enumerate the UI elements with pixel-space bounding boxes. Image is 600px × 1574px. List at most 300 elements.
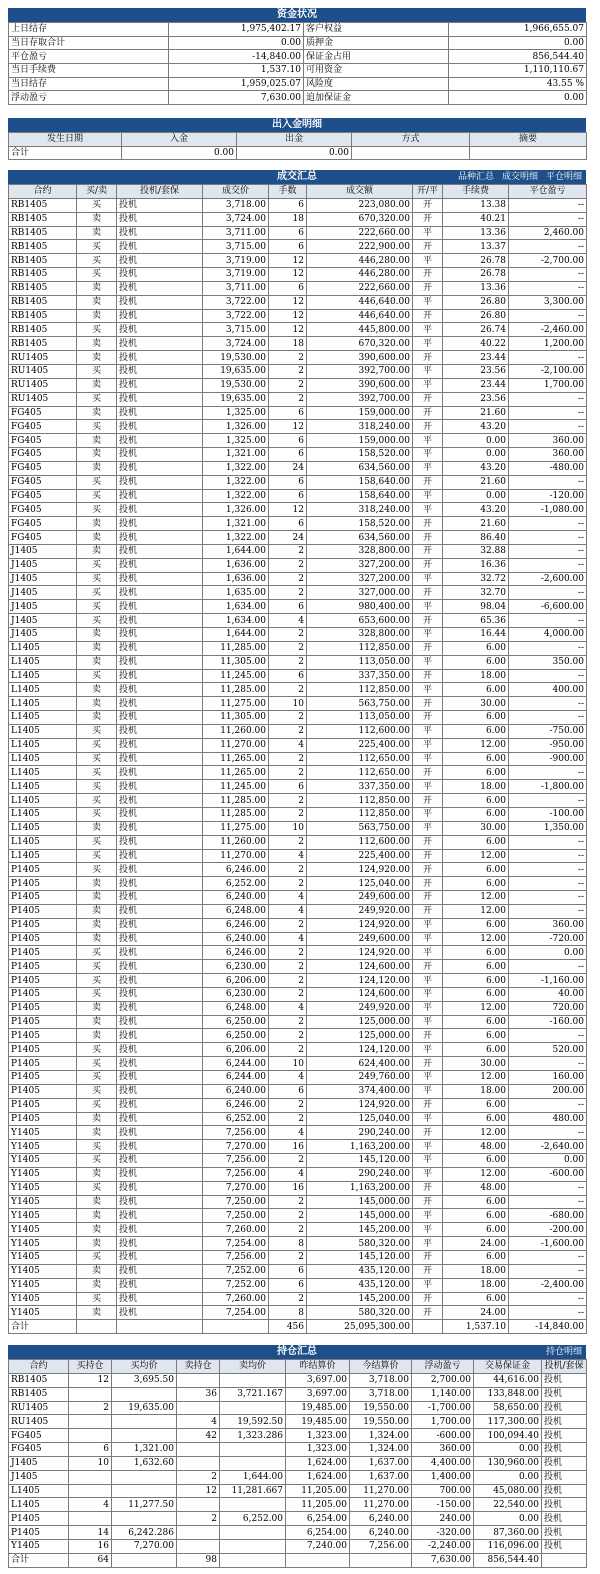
- table-row: [9, 1071, 587, 1085]
- table-cell: 投机: [117, 655, 203, 669]
- table-cell: -2,600.00: [509, 572, 587, 586]
- table-cell: 225,400.00: [307, 849, 413, 863]
- table-cell: 3,722.00: [203, 295, 269, 309]
- table-cell: FG405: [9, 1443, 69, 1457]
- table-row: [9, 807, 587, 821]
- table-cell: 2: [269, 877, 307, 891]
- table-cell: 446,280.00: [307, 254, 413, 268]
- trade-table: [8, 184, 587, 1334]
- table-cell: 买: [77, 600, 117, 614]
- table-row: [9, 1498, 587, 1512]
- table-cell: 开: [413, 1250, 443, 1264]
- table-cell: RB1405: [9, 337, 77, 351]
- table-cell: 19,485.00: [286, 1401, 350, 1415]
- total-cell: 合计: [9, 1553, 69, 1567]
- table-cell: 投机: [117, 1057, 203, 1071]
- table-cell: 投机: [117, 1195, 203, 1209]
- table-cell: 平: [413, 918, 443, 932]
- table-cell: 卖: [77, 628, 117, 642]
- table-cell: J1405: [9, 1470, 69, 1484]
- cash-section: [8, 118, 586, 160]
- table-cell: 买: [77, 752, 117, 766]
- table-cell: 7,260.00: [203, 1223, 269, 1237]
- table-cell: 445,800.00: [307, 323, 413, 337]
- table-cell: 19,635.00: [203, 392, 269, 406]
- table-cell: 买: [77, 614, 117, 628]
- table-cell: 2: [269, 1043, 307, 1057]
- table-cell: L1405: [9, 738, 77, 752]
- table-cell: P1405: [9, 877, 77, 891]
- table-cell: 4: [269, 1126, 307, 1140]
- table-cell: 3,697.00: [286, 1387, 350, 1401]
- table-cell: 平: [413, 1015, 443, 1029]
- fund-value: 1,975,402.17: [169, 23, 304, 37]
- table-cell: 卖: [77, 378, 117, 392]
- table-cell: 11,270.00: [203, 738, 269, 752]
- table-cell: 16: [69, 1539, 112, 1553]
- table-row: [9, 918, 587, 932]
- table-cell: 0.00: [474, 1512, 542, 1526]
- table-cell: 30.00: [443, 821, 509, 835]
- table-cell: 卖: [77, 309, 117, 323]
- table-cell: 投机: [117, 863, 203, 877]
- trade-total-row: [9, 1320, 587, 1334]
- fund-label: 追加保证金: [304, 91, 449, 105]
- table-cell: 开: [413, 904, 443, 918]
- table-cell: 12.00: [443, 904, 509, 918]
- table-cell: 6,248.00: [203, 904, 269, 918]
- table-cell: [177, 1443, 220, 1457]
- table-cell: 124,600.00: [307, 987, 413, 1001]
- table-row: [9, 378, 587, 392]
- table-cell: 2: [177, 1470, 220, 1484]
- table-cell: 1,322.00: [203, 489, 269, 503]
- table-row: [9, 780, 587, 794]
- table-cell: 6: [269, 600, 307, 614]
- table-cell: 投机: [117, 1167, 203, 1181]
- table-cell: 0.00: [443, 489, 509, 503]
- table-row: [9, 323, 587, 337]
- fund-header: [8, 8, 586, 22]
- table-cell: [69, 1470, 112, 1484]
- table-cell: 18.00: [443, 1084, 509, 1098]
- table-cell: 投机: [117, 309, 203, 323]
- table-cell: 投机: [117, 794, 203, 808]
- table-row: [9, 987, 587, 1001]
- table-cell: 投机: [117, 544, 203, 558]
- table-cell: P1405: [9, 932, 77, 946]
- table-cell: 318,240.00: [307, 420, 413, 434]
- table-cell: [177, 1526, 220, 1540]
- table-cell: 投机: [117, 1098, 203, 1112]
- table-cell: 投机: [117, 1250, 203, 1264]
- table-cell: 投机: [117, 904, 203, 918]
- table-cell: 卖: [77, 918, 117, 932]
- table-cell: 投机: [117, 1223, 203, 1237]
- table-cell: RU1405: [9, 1401, 69, 1415]
- table-cell: 2: [269, 1209, 307, 1223]
- table-cell: 卖: [77, 531, 117, 545]
- table-cell: 1,326.00: [203, 420, 269, 434]
- table-cell: 2: [269, 655, 307, 669]
- table-cell: 开: [413, 351, 443, 365]
- table-cell: 360.00: [509, 918, 587, 932]
- table-cell: 投机: [117, 766, 203, 780]
- table-cell: RB1405: [9, 295, 77, 309]
- table-cell: 1,321.00: [203, 517, 269, 531]
- table-cell: 1,637.00: [350, 1470, 412, 1484]
- table-cell: RU1405: [9, 392, 77, 406]
- table-cell: P1405: [9, 1043, 77, 1057]
- table-cell: 投机: [117, 254, 203, 268]
- table-cell: 开: [413, 281, 443, 295]
- table-cell: J1405: [9, 572, 77, 586]
- table-cell: 18: [269, 212, 307, 226]
- table-cell: --: [509, 475, 587, 489]
- table-cell: 21.60: [443, 517, 509, 531]
- table-cell: L1405: [9, 697, 77, 711]
- table-cell: 18: [269, 337, 307, 351]
- table-cell: 1,700.00: [412, 1415, 474, 1429]
- table-cell: 6,254.00: [286, 1526, 350, 1540]
- table-cell: 23.56: [443, 392, 509, 406]
- table-cell: 1,624.00: [286, 1470, 350, 1484]
- table-cell: 买: [77, 1098, 117, 1112]
- table-row: [9, 392, 587, 406]
- table-cell: 3,715.00: [203, 323, 269, 337]
- table-cell: 投机: [117, 987, 203, 1001]
- table-cell: 670,320.00: [307, 337, 413, 351]
- table-cell: 1,644.00: [203, 628, 269, 642]
- table-cell: 平: [413, 1167, 443, 1181]
- table-cell: 开: [413, 794, 443, 808]
- table-cell: 开: [413, 641, 443, 655]
- table-cell: 12: [269, 309, 307, 323]
- table-cell: 投机: [117, 1154, 203, 1168]
- table-row: [9, 1512, 587, 1526]
- table-cell: 58,650.00: [474, 1401, 542, 1415]
- table-cell: 125,000.00: [307, 1015, 413, 1029]
- fund-title: 资金状况: [277, 9, 317, 20]
- table-cell: FG405: [9, 420, 77, 434]
- table-cell: 86.40: [443, 531, 509, 545]
- table-cell: -160.00: [509, 1015, 587, 1029]
- table-cell: 开: [413, 531, 443, 545]
- table-cell: 6: [269, 448, 307, 462]
- table-row: [9, 1278, 587, 1292]
- table-cell: -600.00: [412, 1429, 474, 1443]
- table-cell: 6: [269, 240, 307, 254]
- table-cell: 21.60: [443, 475, 509, 489]
- table-cell: 平: [413, 932, 443, 946]
- table-cell: --: [509, 1098, 587, 1112]
- total-cell: 7,630.00: [412, 1553, 474, 1567]
- table-cell: 13.36: [443, 226, 509, 240]
- table-row: [9, 738, 587, 752]
- table-cell: P1405: [9, 918, 77, 932]
- table-cell: 投机: [117, 392, 203, 406]
- table-cell: Y1405: [9, 1140, 77, 1154]
- table-cell: 买: [77, 1057, 117, 1071]
- table-cell: 624,400.00: [307, 1057, 413, 1071]
- table-cell: 卖: [77, 891, 117, 905]
- table-cell: 开: [413, 711, 443, 725]
- table-cell: 平: [413, 572, 443, 586]
- total-cell: 1,537.10: [443, 1320, 509, 1334]
- column-header: 手续费: [443, 185, 509, 199]
- table-cell: 1,322.00: [203, 531, 269, 545]
- table-cell: 1,323.286: [220, 1429, 286, 1443]
- table-cell: 11,270.00: [203, 849, 269, 863]
- table-cell: 卖: [77, 351, 117, 365]
- table-cell: 145,200.00: [307, 1292, 413, 1306]
- table-cell: 249,920.00: [307, 904, 413, 918]
- column-header: 买持仓: [69, 1360, 112, 1374]
- total-cell: [470, 146, 587, 160]
- table-cell: 投机: [117, 1181, 203, 1195]
- table-cell: 2: [269, 1292, 307, 1306]
- table-cell: 买: [77, 987, 117, 1001]
- table-row: [9, 586, 587, 600]
- table-cell: 0.00: [509, 946, 587, 960]
- table-row: [9, 295, 587, 309]
- fund-label: 客户权益: [304, 23, 449, 37]
- fund-row: [9, 64, 587, 78]
- table-cell: [177, 1373, 220, 1387]
- table-row: [9, 1029, 587, 1043]
- table-cell: 买: [77, 489, 117, 503]
- table-cell: --: [509, 309, 587, 323]
- table-cell: 开: [413, 849, 443, 863]
- table-cell: 3,697.00: [286, 1373, 350, 1387]
- table-cell: 563,750.00: [307, 697, 413, 711]
- table-cell: [177, 1456, 220, 1470]
- table-cell: 卖: [77, 711, 117, 725]
- table-cell: 平: [413, 780, 443, 794]
- table-cell: 19,550.00: [350, 1401, 412, 1415]
- table-row: [9, 1387, 587, 1401]
- table-cell: 3,722.00: [203, 309, 269, 323]
- total-cell: 456: [269, 1320, 307, 1334]
- table-cell: 平: [413, 434, 443, 448]
- table-cell: 12.00: [443, 849, 509, 863]
- table-cell: 6: [269, 434, 307, 448]
- table-cell: 买: [77, 268, 117, 282]
- table-cell: -2,100.00: [509, 364, 587, 378]
- table-cell: J1405: [9, 558, 77, 572]
- table-cell: 开: [413, 309, 443, 323]
- table-cell: 7,252.00: [203, 1264, 269, 1278]
- table-cell: 投机: [542, 1526, 587, 1540]
- table-cell: [220, 1443, 286, 1457]
- table-cell: 113,050.00: [307, 711, 413, 725]
- table-cell: 卖: [77, 1264, 117, 1278]
- table-cell: 买: [77, 1250, 117, 1264]
- table-cell: -1,700.00: [412, 1401, 474, 1415]
- table-cell: 12.00: [443, 1126, 509, 1140]
- table-cell: [220, 1456, 286, 1470]
- table-cell: L1405: [9, 821, 77, 835]
- table-cell: 投机: [117, 960, 203, 974]
- cash-header-row: [9, 133, 587, 147]
- table-cell: 222,660.00: [307, 281, 413, 295]
- table-cell: Y1405: [9, 1237, 77, 1251]
- table-cell: -480.00: [509, 461, 587, 475]
- table-row: [9, 406, 587, 420]
- table-cell: 19,485.00: [286, 1415, 350, 1429]
- table-cell: 18.00: [443, 669, 509, 683]
- table-cell: 开: [413, 1181, 443, 1195]
- table-cell: 平: [413, 378, 443, 392]
- table-cell: 6: [269, 517, 307, 531]
- table-cell: --: [509, 586, 587, 600]
- table-cell: 6.00: [443, 711, 509, 725]
- fund-row: [9, 77, 587, 91]
- table-cell: 投机: [117, 475, 203, 489]
- table-row: [9, 1373, 587, 1387]
- table-cell: 11,265.00: [203, 766, 269, 780]
- pos-total-row: [9, 1553, 587, 1567]
- table-cell: --: [509, 281, 587, 295]
- table-cell: -600.00: [509, 1167, 587, 1181]
- table-cell: L1405: [9, 766, 77, 780]
- table-cell: 卖: [77, 295, 117, 309]
- table-cell: 112,850.00: [307, 807, 413, 821]
- table-cell: --: [509, 904, 587, 918]
- table-cell: 投机: [542, 1539, 587, 1553]
- pos-link-0[interactable]: 持仓明细: [545, 1347, 582, 1357]
- table-cell: -120.00: [509, 489, 587, 503]
- table-cell: 1,624.00: [286, 1456, 350, 1470]
- table-cell: 买: [77, 738, 117, 752]
- table-cell: [177, 1401, 220, 1415]
- table-cell: P1405: [9, 1029, 77, 1043]
- table-cell: --: [509, 1264, 587, 1278]
- table-cell: 卖: [77, 641, 117, 655]
- table-cell: 12: [69, 1373, 112, 1387]
- table-cell: 634,560.00: [307, 531, 413, 545]
- fund-table: [8, 22, 587, 105]
- table-cell: 2: [269, 752, 307, 766]
- table-cell: 投机: [117, 1084, 203, 1098]
- fund-value: 856,544.40: [449, 50, 587, 64]
- table-cell: 327,200.00: [307, 572, 413, 586]
- table-cell: 6.00: [443, 1250, 509, 1264]
- table-cell: 平: [413, 1084, 443, 1098]
- table-cell: RU1405: [9, 1415, 69, 1429]
- table-cell: 7,256.00: [203, 1154, 269, 1168]
- table-cell: 1,325.00: [203, 434, 269, 448]
- trade-link-2[interactable]: 平仓明细: [545, 172, 582, 182]
- table-cell: 2: [269, 974, 307, 988]
- column-header: 投机/套保: [117, 185, 203, 199]
- table-cell: 2: [269, 863, 307, 877]
- table-cell: 23.44: [443, 351, 509, 365]
- table-cell: P1405: [9, 904, 77, 918]
- table-cell: 7,256.00: [203, 1167, 269, 1181]
- table-cell: 买: [77, 558, 117, 572]
- table-cell: 买: [77, 323, 117, 337]
- table-row: [9, 821, 587, 835]
- table-cell: -100.00: [509, 807, 587, 821]
- table-cell: 投机: [117, 268, 203, 282]
- cash-title: 出入金明细: [272, 119, 322, 130]
- table-cell: 2: [269, 572, 307, 586]
- table-cell: [177, 1498, 220, 1512]
- table-cell: 1,323.00: [286, 1429, 350, 1443]
- table-cell: P1405: [9, 1512, 69, 1526]
- table-cell: L1405: [9, 669, 77, 683]
- table-cell: 4: [269, 904, 307, 918]
- total-cell: 856,544.40: [474, 1553, 542, 1567]
- table-cell: FG405: [9, 517, 77, 531]
- fund-value: 7,630.00: [169, 91, 304, 105]
- table-cell: 6: [269, 198, 307, 212]
- table-cell: 392,700.00: [307, 364, 413, 378]
- table-cell: 6: [269, 226, 307, 240]
- table-cell: 6,250.00: [203, 1029, 269, 1043]
- table-cell: L1405: [9, 794, 77, 808]
- table-cell: 1,325.00: [203, 406, 269, 420]
- table-cell: 240.00: [412, 1512, 474, 1526]
- table-cell: --: [509, 641, 587, 655]
- table-cell: 平: [413, 600, 443, 614]
- table-cell: [69, 1387, 112, 1401]
- table-cell: 43.20: [443, 503, 509, 517]
- table-cell: 6,230.00: [203, 960, 269, 974]
- table-cell: 投机: [117, 835, 203, 849]
- fund-value: 1,110,110.67: [449, 64, 587, 78]
- table-cell: 14: [69, 1526, 112, 1540]
- table-cell: 133,848.00: [474, 1387, 542, 1401]
- table-cell: 249,920.00: [307, 1001, 413, 1015]
- table-cell: 平: [413, 226, 443, 240]
- cash-table: [8, 132, 587, 160]
- fund-value: 0.00: [169, 36, 304, 50]
- table-cell: 1,140.00: [412, 1387, 474, 1401]
- table-cell: 买: [77, 1043, 117, 1057]
- total-cell: [413, 1320, 443, 1334]
- table-cell: 投机: [117, 1015, 203, 1029]
- trade-link-1[interactable]: 成交明细: [501, 172, 538, 182]
- table-cell: 10: [269, 821, 307, 835]
- table-cell: -150.00: [412, 1498, 474, 1512]
- table-cell: P1405: [9, 863, 77, 877]
- table-cell: 投机: [542, 1415, 587, 1429]
- trade-link-0[interactable]: 品种汇总: [457, 172, 494, 182]
- table-cell: 145,120.00: [307, 1154, 413, 1168]
- total-cell: [286, 1553, 350, 1567]
- table-cell: 125,040.00: [307, 1112, 413, 1126]
- table-cell: 投机: [117, 531, 203, 545]
- table-cell: 6.00: [443, 1098, 509, 1112]
- table-row: [9, 628, 587, 642]
- table-row: [9, 448, 587, 462]
- table-cell: 投机: [117, 1029, 203, 1043]
- table-cell: 卖: [77, 1209, 117, 1223]
- table-cell: -1,800.00: [509, 780, 587, 794]
- table-cell: 21.60: [443, 406, 509, 420]
- column-header: 昨结算价: [286, 1360, 350, 1374]
- table-cell: 6: [269, 669, 307, 683]
- table-cell: 580,320.00: [307, 1237, 413, 1251]
- total-cell: [77, 1320, 117, 1334]
- table-cell: 480.00: [509, 1112, 587, 1126]
- table-cell: 卖: [77, 1306, 117, 1320]
- table-cell: 投机: [117, 1264, 203, 1278]
- table-cell: RB1405: [9, 281, 77, 295]
- table-cell: 6: [269, 780, 307, 794]
